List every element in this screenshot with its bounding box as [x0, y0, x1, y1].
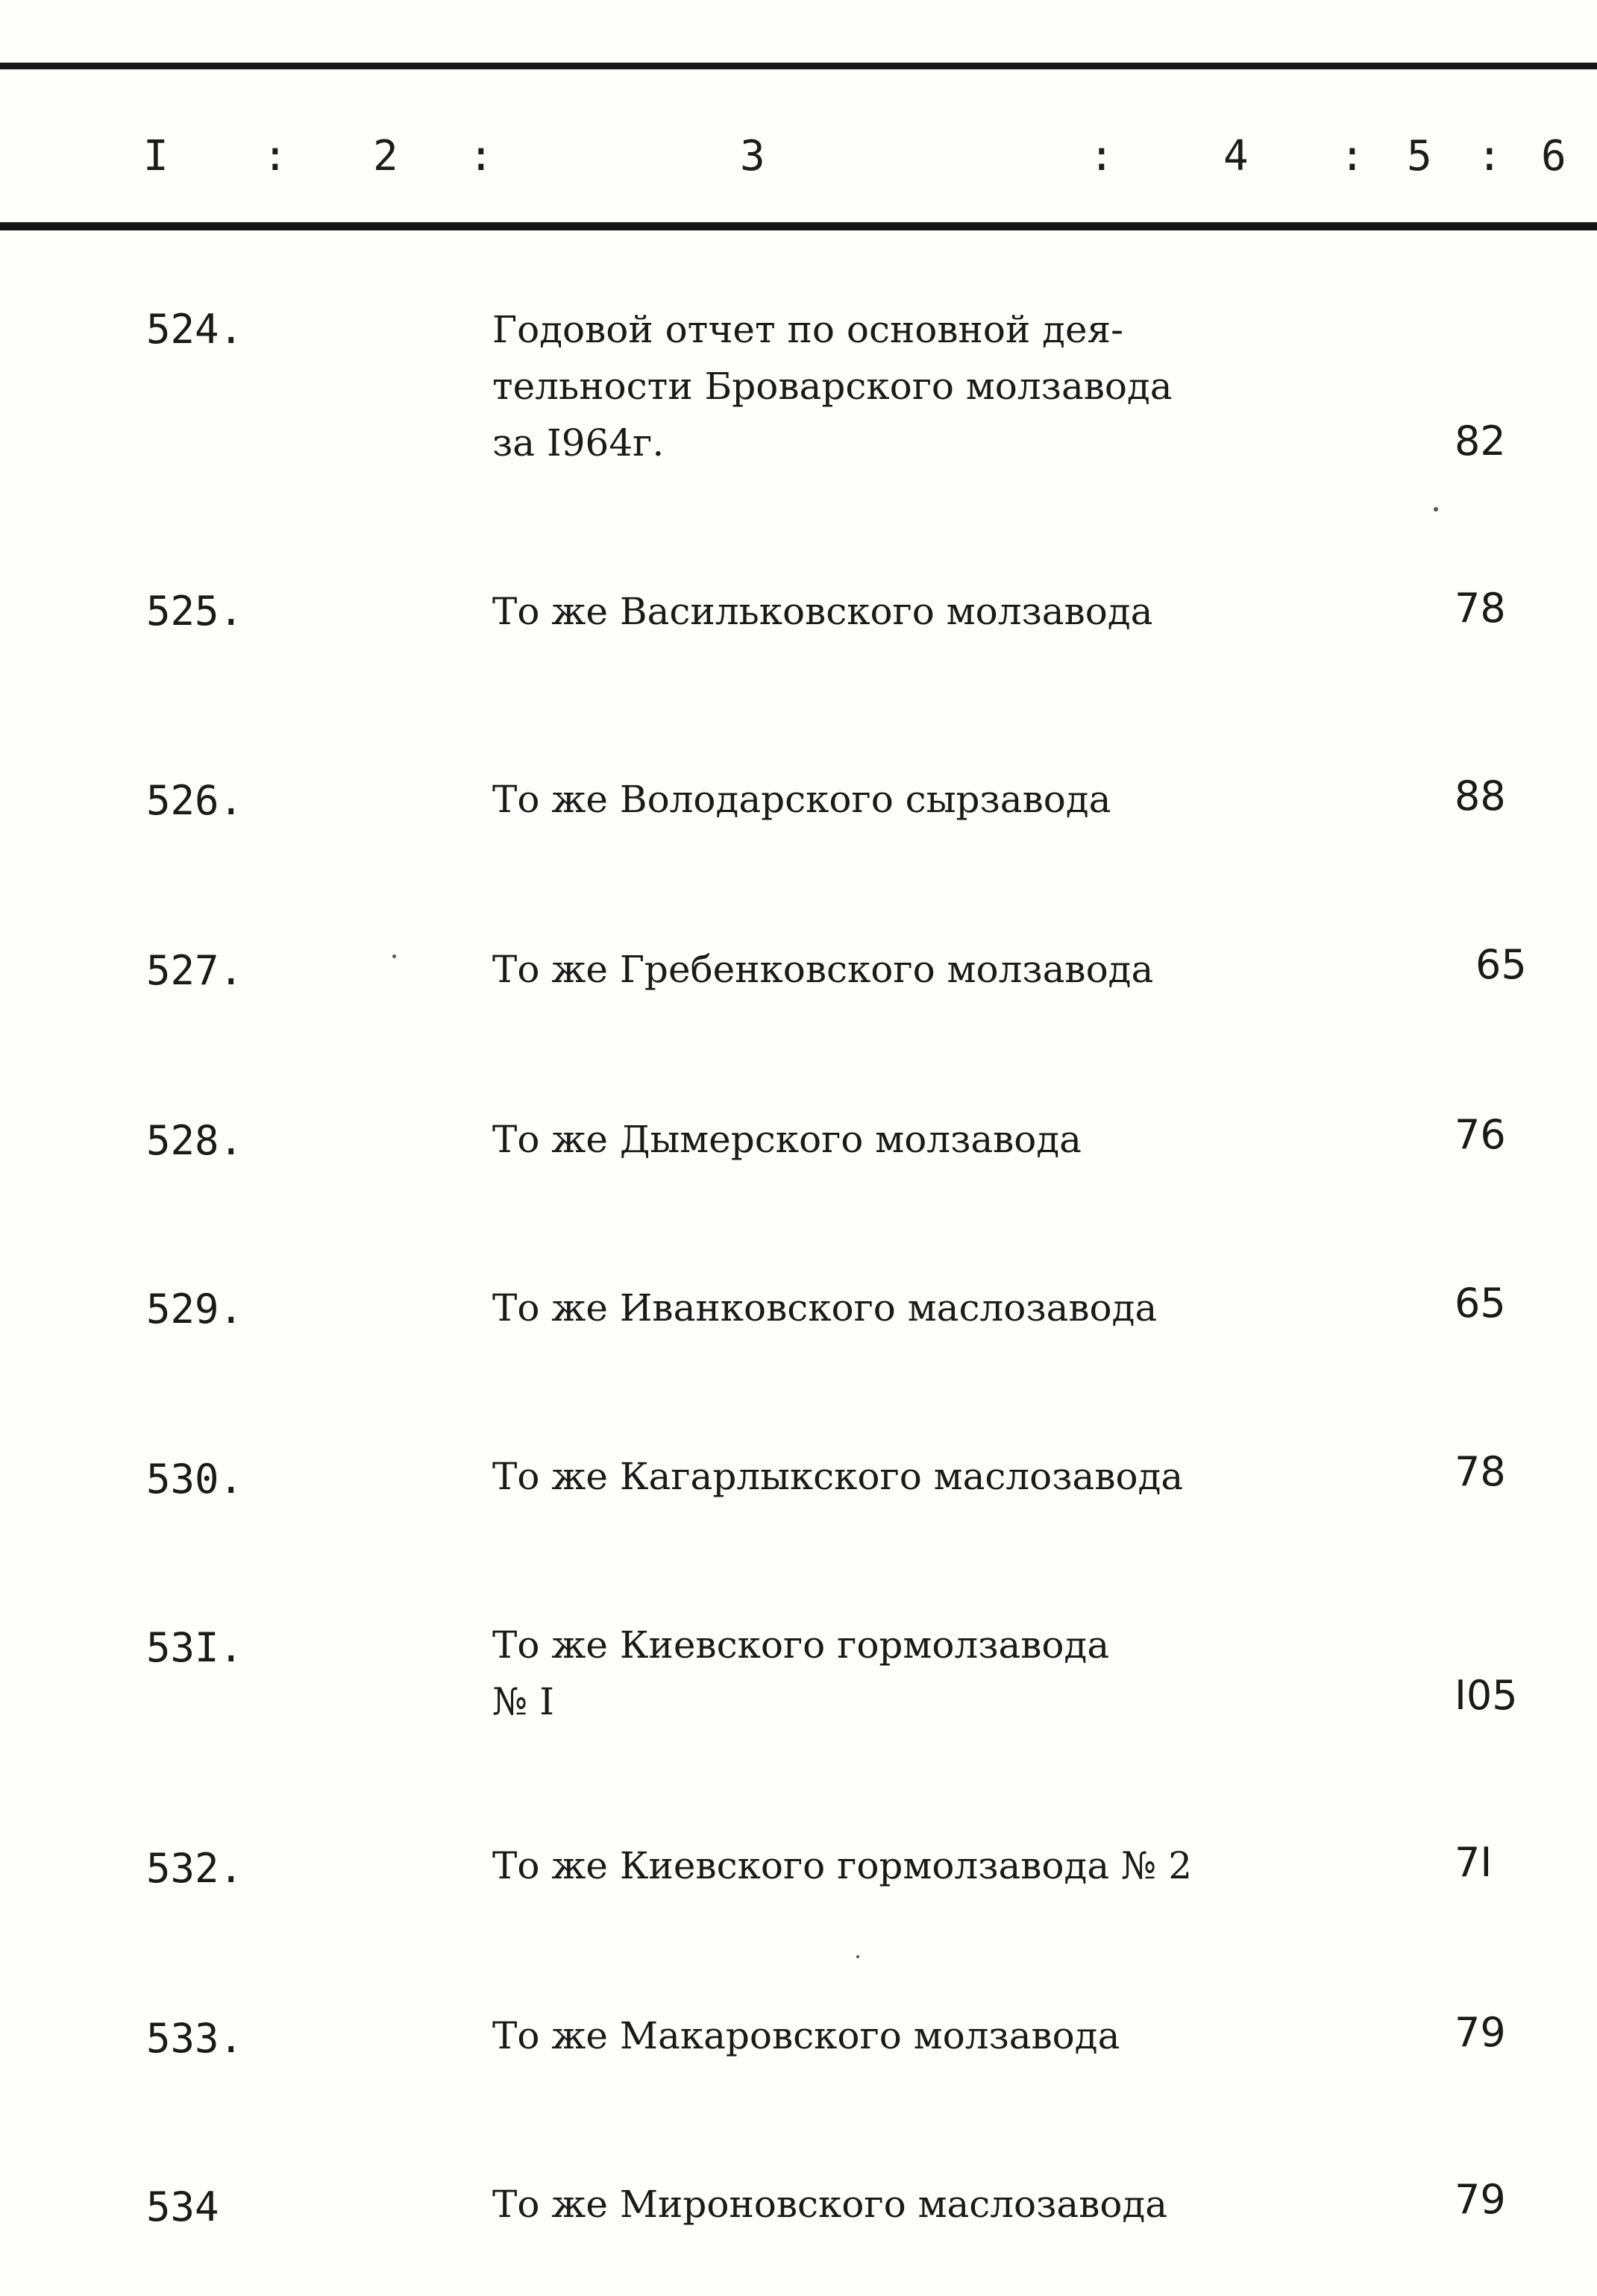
record-number: 524.	[146, 306, 244, 353]
header-separator: :	[468, 132, 494, 180]
record-number: 532.	[146, 1845, 244, 1892]
header-top-rule	[0, 63, 1597, 69]
record-title-line: То же Васильковского молзавода	[492, 590, 1153, 633]
header-col-3: 3	[740, 132, 765, 180]
header-col-5: 5	[1407, 132, 1432, 180]
sheet-count: 78	[1455, 1448, 1506, 1495]
sheet-count: 65	[1475, 941, 1527, 988]
sheet-count: 88	[1455, 773, 1506, 820]
record-title-line: Годовой отчет по основной дея-	[492, 308, 1123, 351]
record-number: 534	[146, 2183, 219, 2230]
record-number: 528.	[146, 1117, 244, 1164]
record-title-line: То же Киевского гормолзавода	[492, 1623, 1110, 1667]
header-col-1: I	[143, 132, 169, 180]
record-number: 530.	[146, 1456, 244, 1503]
record-title-line: То же Макаровского молзавода	[492, 2014, 1120, 2057]
record-title-line: То же Мироновского маслозавода	[492, 2183, 1168, 2226]
record-title-line: То же Киевского гормолзавода № 2	[492, 1844, 1193, 1887]
header-col-2: 2	[373, 132, 398, 180]
sheet-count: I05	[1455, 1672, 1518, 1719]
record-title	[492, 771, 1111, 828]
record-title	[492, 2176, 1167, 2233]
record-title-line: тельности Броварского молзавода	[492, 365, 1173, 408]
record-number: 527.	[146, 947, 244, 994]
sheet-count: 82	[1455, 418, 1506, 465]
record-title-line: То же Кагарлыкского маслозавода	[492, 1455, 1184, 1498]
header-separator: :	[263, 132, 288, 180]
header-bottom-rule	[0, 222, 1597, 230]
record-number: 53I.	[146, 1624, 244, 1671]
scan-speck	[1434, 507, 1438, 512]
record-title	[492, 1111, 1082, 1168]
record-number: 526.	[146, 777, 244, 824]
record-title	[492, 2007, 1120, 2064]
record-title-line: То же Дымерского молзавода	[492, 1118, 1082, 1161]
record-title-line: То же Гребенковского молзавода	[492, 948, 1154, 991]
record-title	[492, 1448, 1183, 1505]
record-title-line: № I	[492, 1680, 554, 1723]
record-title-line: То же Иванковского маслозавода	[492, 1286, 1158, 1330]
header-col-4: 4	[1223, 132, 1249, 180]
record-number: 533.	[146, 2015, 244, 2062]
header-separator: :	[1340, 132, 1365, 180]
sheet-count: 78	[1455, 585, 1506, 632]
record-number: 525.	[146, 588, 244, 635]
sheet-count: 79	[1455, 2009, 1506, 2056]
record-title	[492, 1617, 1109, 1730]
sheet-count: 79	[1455, 2176, 1506, 2223]
header-separator: :	[1089, 132, 1114, 180]
record-number: 529.	[146, 1286, 244, 1333]
record-title	[492, 1837, 1192, 1894]
record-title-line: за I964г.	[492, 421, 665, 465]
record-title	[492, 301, 1173, 471]
record-title	[492, 1280, 1157, 1336]
scan-speck	[392, 954, 396, 958]
record-title	[492, 941, 1153, 998]
sheet-count: 76	[1455, 1111, 1506, 1158]
record-title-line: То же Володарского сырзавода	[492, 778, 1111, 821]
sheet-count: 65	[1455, 1280, 1506, 1327]
scan-speck	[856, 1955, 859, 1958]
sheet-count: 7I	[1455, 1839, 1493, 1886]
record-title	[492, 583, 1152, 640]
header-col-6: 6	[1541, 132, 1566, 180]
header-separator: :	[1477, 132, 1502, 180]
